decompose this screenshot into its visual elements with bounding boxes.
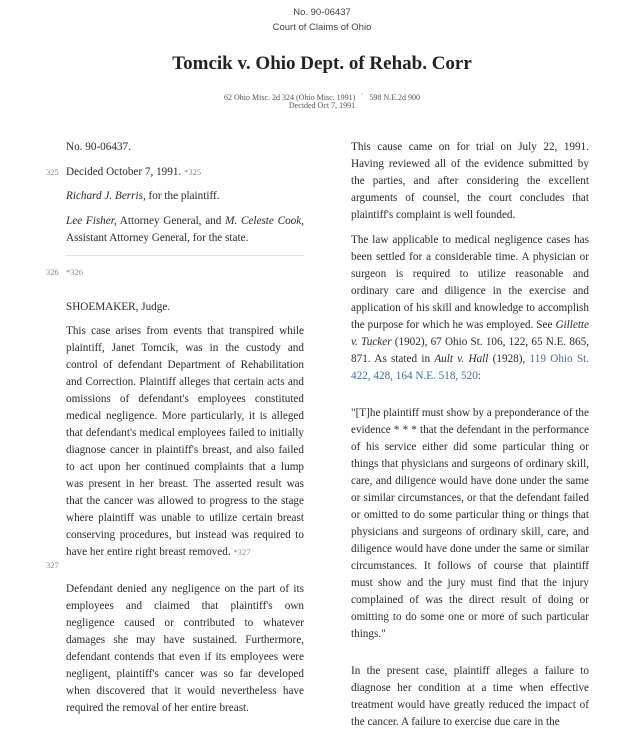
page-number-325: 325: [46, 167, 59, 177]
decided-text: Decided October 7, 1991.: [66, 166, 182, 178]
right-paragraph-2-end: :: [477, 370, 481, 382]
separator-dot-icon: ·: [360, 90, 364, 99]
left-paragraph-1: [66, 323, 304, 561]
left-paragraph-2: Defendant denied any negligence on the part of its employees and claimed that plaintiff's own negligence caused or contributed to whatever damages she may have sustained. Furthermore, defendant contends that even if its employees were negligent, plaintiff's cancer was so far developed when discovered that it would nevertheless have required the removal of her entire breast.: [66, 583, 304, 714]
star-page-327: *327: [233, 547, 251, 557]
plaintiff-attorney-role: for the plaintiff.: [148, 190, 220, 202]
plaintiff-counsel: [66, 188, 304, 205]
page-number-326: 326: [46, 267, 59, 277]
left-paragraph-1-text: This case arises from events that transpired while plaintiff, Janet Tomcik, was in the custody and control of defendant Department of Rehabilitation and Correction. Plaintiff alleges that certain acts and omissions of defendant's employees constituted medical negligence. More particularly, it is alleged that defendant's medical employees failed to initially diagnose cancer in plaintiff's breast, and also failed to act upon her continued complaints that a lump was present in her breast. The asserted result was that the cancer was allowed to progress to the stage where plaintiff was unable to utilize certain breast conserving procedures, but instead was required to have her: [66, 325, 304, 558]
header-docket: No. 90-06437: [293, 7, 351, 18]
page-title: Tomcik v. Ohio Dept. of Rehab. Corr: [172, 53, 472, 74]
def-attorney-name-2a: M. Celeste: [225, 215, 274, 227]
citation-left: 62 Ohio Misc. 2d 324 (Ohio Misc. 1991): [224, 93, 356, 102]
star-page-325: *325: [184, 167, 202, 177]
quote-paragraph: "[T]he plaintiff must show by a preponderance of the evidence * * * that the defendant in the performance of his service either did some particular thing or things that physicians and surgeons of ordinary skill, care, and diligence would have done under the same or similar circumstances, or that the defendant failed or omitted to do some particular thing or things that physicians and surgeons of ordinary skill, care, and diligence would have done under the same or similar circumstances. It follows of course that plaintiff must show and the jury must find that the injury complained of was the direct result of doing or omitting to do some one or more of such particular things.": [351, 407, 589, 640]
judge-line: SHOEMAKER, Judge.: [66, 301, 171, 313]
divider-326: [66, 255, 304, 256]
def-attorney-name-1: Lee Fisher,: [66, 215, 117, 227]
left-paragraph-1-last: entire right breast removed.: [107, 546, 231, 558]
right-paragraph-2-start: The law applicable to medical negligence cases has been settled for a considerable time. A physician or surgeon is required to utilize reasonable and ordinary care and diligence in the exercise and application of his skill and knowledge to accomplish the purpose for which he was employed. See: [351, 234, 589, 331]
right-paragraph-1: This cause came on for trial on July 22, 1991. Having reviewed all of the evidence submitted by the parties, and after considering the excellent arguments of counsel, the court concludes that plaintiff's complaint is well founded.: [351, 141, 589, 221]
def-attorney-name-2b: Cook,: [277, 215, 305, 227]
citation-right: 598 N.E.2d 900: [369, 93, 420, 102]
decided-line: [66, 164, 304, 181]
case-gillette: Gillette v. Tucker: [351, 319, 590, 348]
right-paragraph-4: In the present case, plaintiff alleges a failure to diagnose her condition at a time when effective treatment would have greatly reduced the impact of the cancer. A failure to exercise due care in the: [351, 665, 589, 728]
case-ault-year: (1928),: [492, 353, 526, 365]
left-docket: No. 90-06437.: [66, 141, 131, 153]
def-attorney-text-2: Assistant Attorney General, for the state.: [66, 232, 249, 244]
header-court: Court of Claims of Ohio: [272, 22, 372, 33]
defendant-counsel: [66, 213, 304, 247]
right-paragraph-2-mid: (1902), 67 Ohio St. 106, 122, 65 N.E. 865, 871. As stated in: [351, 336, 589, 365]
case-ault: Ault v. Hall: [434, 353, 489, 365]
citation-link-ault[interactable]: 119 Ohio St. 422, 428, 164 N.E. 518, 520: [351, 353, 590, 382]
plaintiff-attorney-name: Richard J. Berris,: [66, 190, 146, 202]
page-number-327: 327: [46, 560, 59, 570]
star-page-326: *326: [66, 267, 83, 277]
right-paragraph-2: [351, 232, 589, 385]
decided-date: Decided Oct 7, 1991: [288, 101, 356, 110]
def-attorney-text-1: Attorney General, and: [119, 215, 222, 227]
